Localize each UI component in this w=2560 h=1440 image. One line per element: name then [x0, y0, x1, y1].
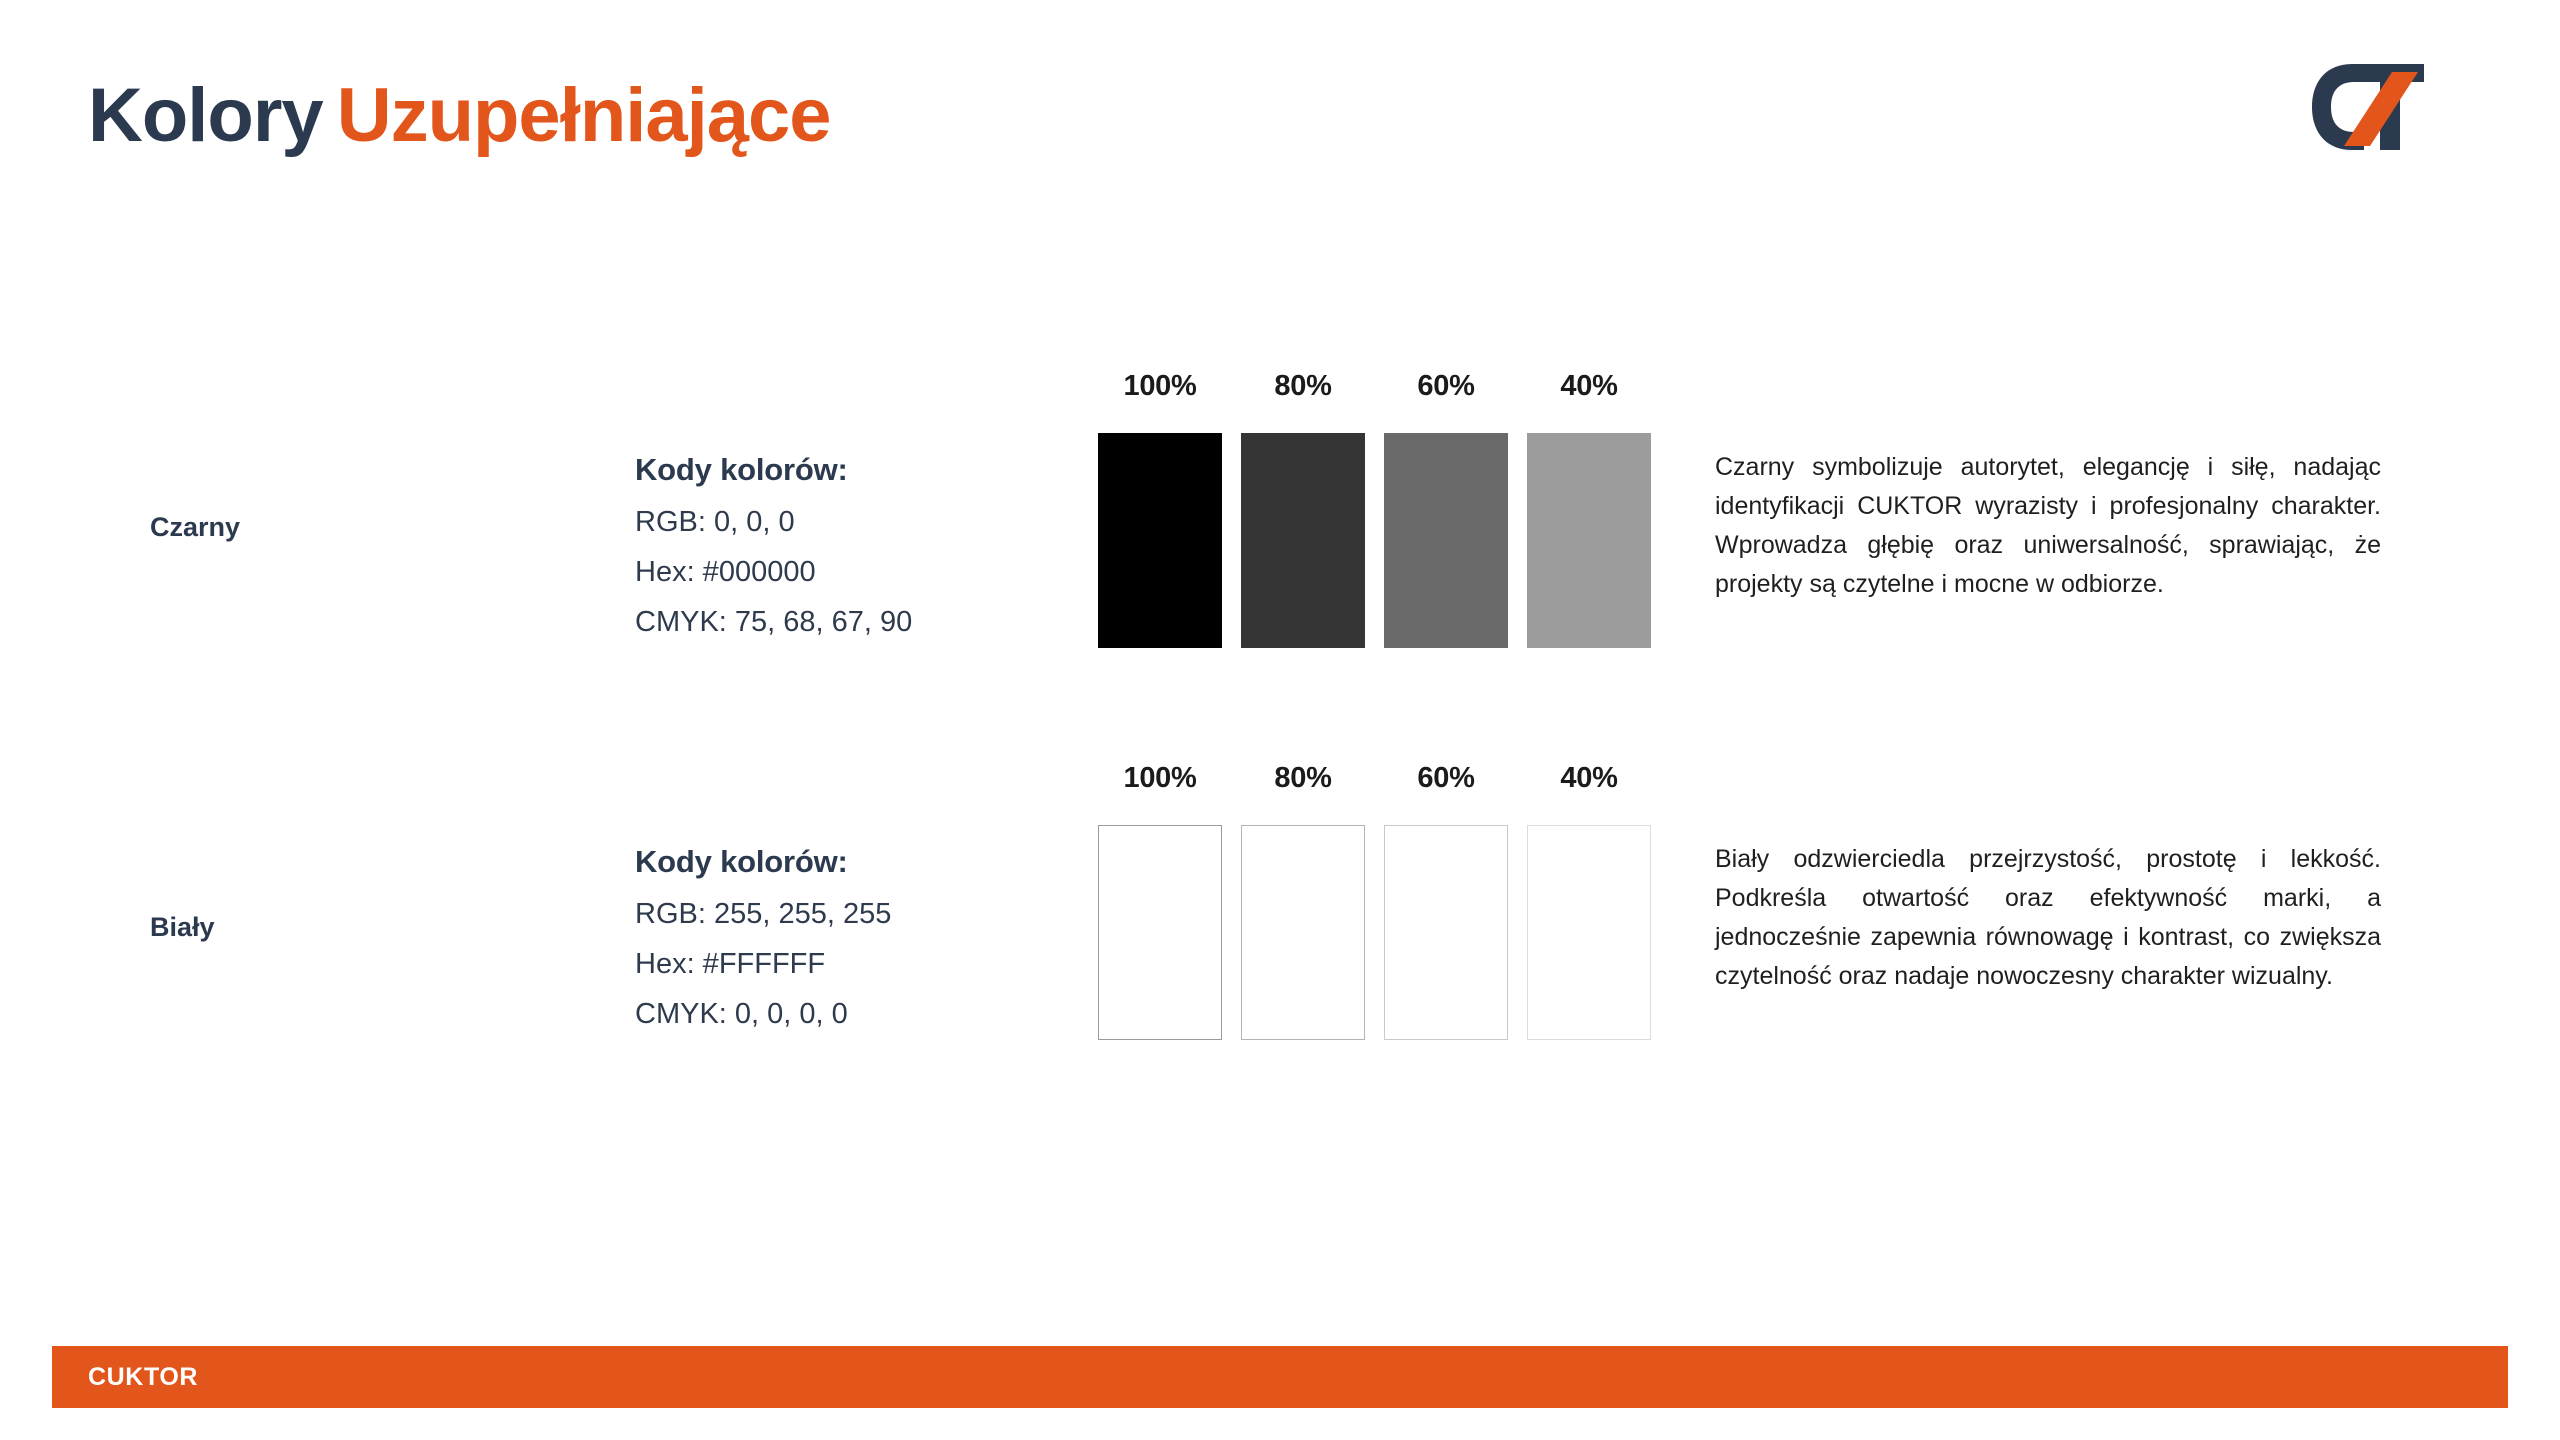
swatch-percent-label: 100%: [1123, 370, 1197, 402]
swatch-percent-label: 60%: [1417, 370, 1475, 402]
color-code-hex: Hex: #000000: [635, 556, 816, 588]
color-row-label: Czarny: [150, 512, 241, 542]
swatch-column: [1098, 370, 1222, 648]
swatch-box: [1241, 433, 1365, 648]
swatch-column: [1384, 370, 1508, 648]
swatch-percent-label: 60%: [1417, 762, 1475, 794]
page-title-primary: Kolory: [88, 73, 323, 158]
swatch-column: [1241, 762, 1365, 1040]
swatch-percent-label: 40%: [1560, 762, 1618, 794]
footer-bar: [52, 1346, 2508, 1408]
swatch-group: [1098, 370, 1651, 648]
color-codes-title: Kody kolorów:: [635, 844, 848, 879]
color-codes-title: Kody kolorów:: [635, 452, 848, 487]
swatch-column: [1384, 762, 1508, 1040]
color-description: Biały odzwierciedla przejrzystość, prostotę i lekkość. Podkreśla otwartość oraz efektywność marki, a jednocześnie zapewnia równowagę i kontrast, co zwiększa czytelność oraz nadaje nowoczesny charakter wizualny.: [1715, 845, 2381, 990]
swatch-percent-label: 80%: [1274, 762, 1332, 794]
color-description: Czarny symbolizuje autorytet, elegancję i siłę, nadając identyfikacji CUKTOR wyrazisty i profesjonalny charakter. Wprowadza głębię oraz uniwersalność, sprawiając, że projekty są czytelne i mocne w odbiorze.: [1715, 453, 2381, 598]
swatch-column: [1527, 762, 1651, 1040]
cuktor-logo: [2308, 58, 2428, 156]
color-codes-block: [635, 452, 1065, 647]
swatch-column: [1241, 370, 1365, 648]
color-code-hex: Hex: #FFFFFF: [635, 948, 826, 980]
swatch-percent-label: 100%: [1123, 762, 1197, 794]
swatch-box: [1384, 433, 1508, 648]
swatch-column: [1527, 370, 1651, 648]
footer-label: CUKTOR: [88, 1362, 199, 1391]
color-code-cmyk: CMYK: 75, 68, 67, 90: [635, 606, 913, 638]
page-title-accent: Uzupełniające: [336, 73, 831, 158]
swatch-box: [1527, 433, 1651, 648]
swatch-box: [1098, 825, 1222, 1040]
page-title: [88, 72, 831, 159]
swatch-box: [1384, 825, 1508, 1040]
color-code-rgb: RGB: 255, 255, 255: [635, 898, 892, 930]
swatch-percent-label: 40%: [1560, 370, 1618, 402]
swatch-group: [1098, 762, 1651, 1040]
swatch-box: [1241, 825, 1365, 1040]
swatch-percent-label: 80%: [1274, 370, 1332, 402]
color-code-rgb: RGB: 0, 0, 0: [635, 506, 795, 538]
color-codes-block: [635, 844, 1065, 1039]
color-row-label: Biały: [150, 912, 215, 942]
color-code-cmyk: CMYK: 0, 0, 0, 0: [635, 998, 848, 1030]
swatch-box: [1527, 825, 1651, 1040]
swatch-box: [1098, 433, 1222, 648]
swatch-column: [1098, 762, 1222, 1040]
